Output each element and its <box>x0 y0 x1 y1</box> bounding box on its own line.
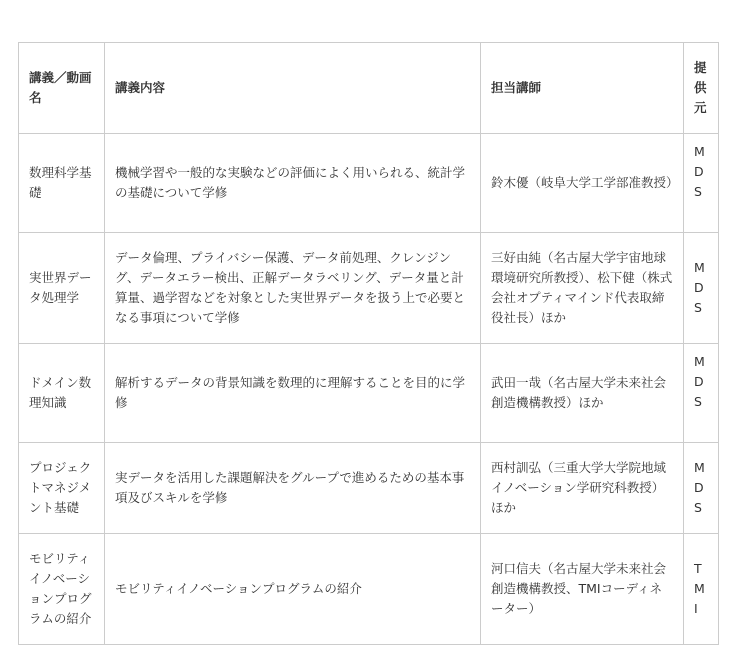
course-table <box>18 42 719 645</box>
lecture-name-cell: 数理科学基礎 <box>19 134 105 233</box>
provider-cell: M D S <box>684 134 719 233</box>
lecture-name-cell: ドメイン数理知識 <box>19 344 105 443</box>
table-row <box>19 443 719 534</box>
lecturer-cell: 三好由純（名古屋大学宇宙地球環境研究所教授）、松下健（株式会社オプティマインド代表取締役社長）ほか <box>481 233 684 344</box>
lecturer-cell: 鈴木優（岐阜大学工学部准教授） <box>481 134 684 233</box>
table-body <box>19 134 719 645</box>
lecture-content-cell: 解析するデータの背景知識を数理的に理解することを目的に学修 <box>105 344 481 443</box>
header-row <box>19 43 719 134</box>
table-header <box>19 43 719 134</box>
table-row <box>19 233 719 344</box>
lecture-content-cell: 実データを活用した課題解決をグループで進めるための基本事項及びスキルを学修 <box>105 443 481 534</box>
lecturer-cell: 武田一哉（名古屋大学未来社会創造機構教授）ほか <box>481 344 684 443</box>
lecturer-cell: 河口信夫（名古屋大学未来社会創造機構教授、TMIコーディネーター） <box>481 534 684 645</box>
lecture-content-cell: モビリティイノベーションプログラムの紹介 <box>105 534 481 645</box>
lecture-content-cell: 機械学習や一般的な実験などの評価によく用いられる、統計学の基礎について学修 <box>105 134 481 233</box>
lecture-name-cell: 実世界データ処理学 <box>19 233 105 344</box>
provider-cell: M D S <box>684 233 719 344</box>
header-lecture-content: 講義内容 <box>105 43 481 134</box>
header-lecture-name: 講義／動画名 <box>19 43 105 134</box>
header-provider: 提 供 元 <box>684 43 719 134</box>
lecturer-cell: 西村訓弘（三重大学大学院地域イノベーション学研究科教授）ほか <box>481 443 684 534</box>
table-row <box>19 344 719 443</box>
table-row <box>19 534 719 645</box>
lecture-content-cell: データ倫理、プライバシー保護、データ前処理、クレンジング、データエラー検出、正解データラベリング、データ量と計算量、過学習などを対象とした実世界データを扱う上で必要となる事項について学修 <box>105 233 481 344</box>
provider-cell: M D S <box>684 344 719 443</box>
provider-cell: M D S <box>684 443 719 534</box>
header-lecturer: 担当講師 <box>481 43 684 134</box>
lecture-name-cell: プロジェクトマネジメント基礎 <box>19 443 105 534</box>
lecture-name-cell: モビリティイノベーションプログラムの紹介 <box>19 534 105 645</box>
provider-cell: T M I <box>684 534 719 645</box>
table-row <box>19 134 719 233</box>
